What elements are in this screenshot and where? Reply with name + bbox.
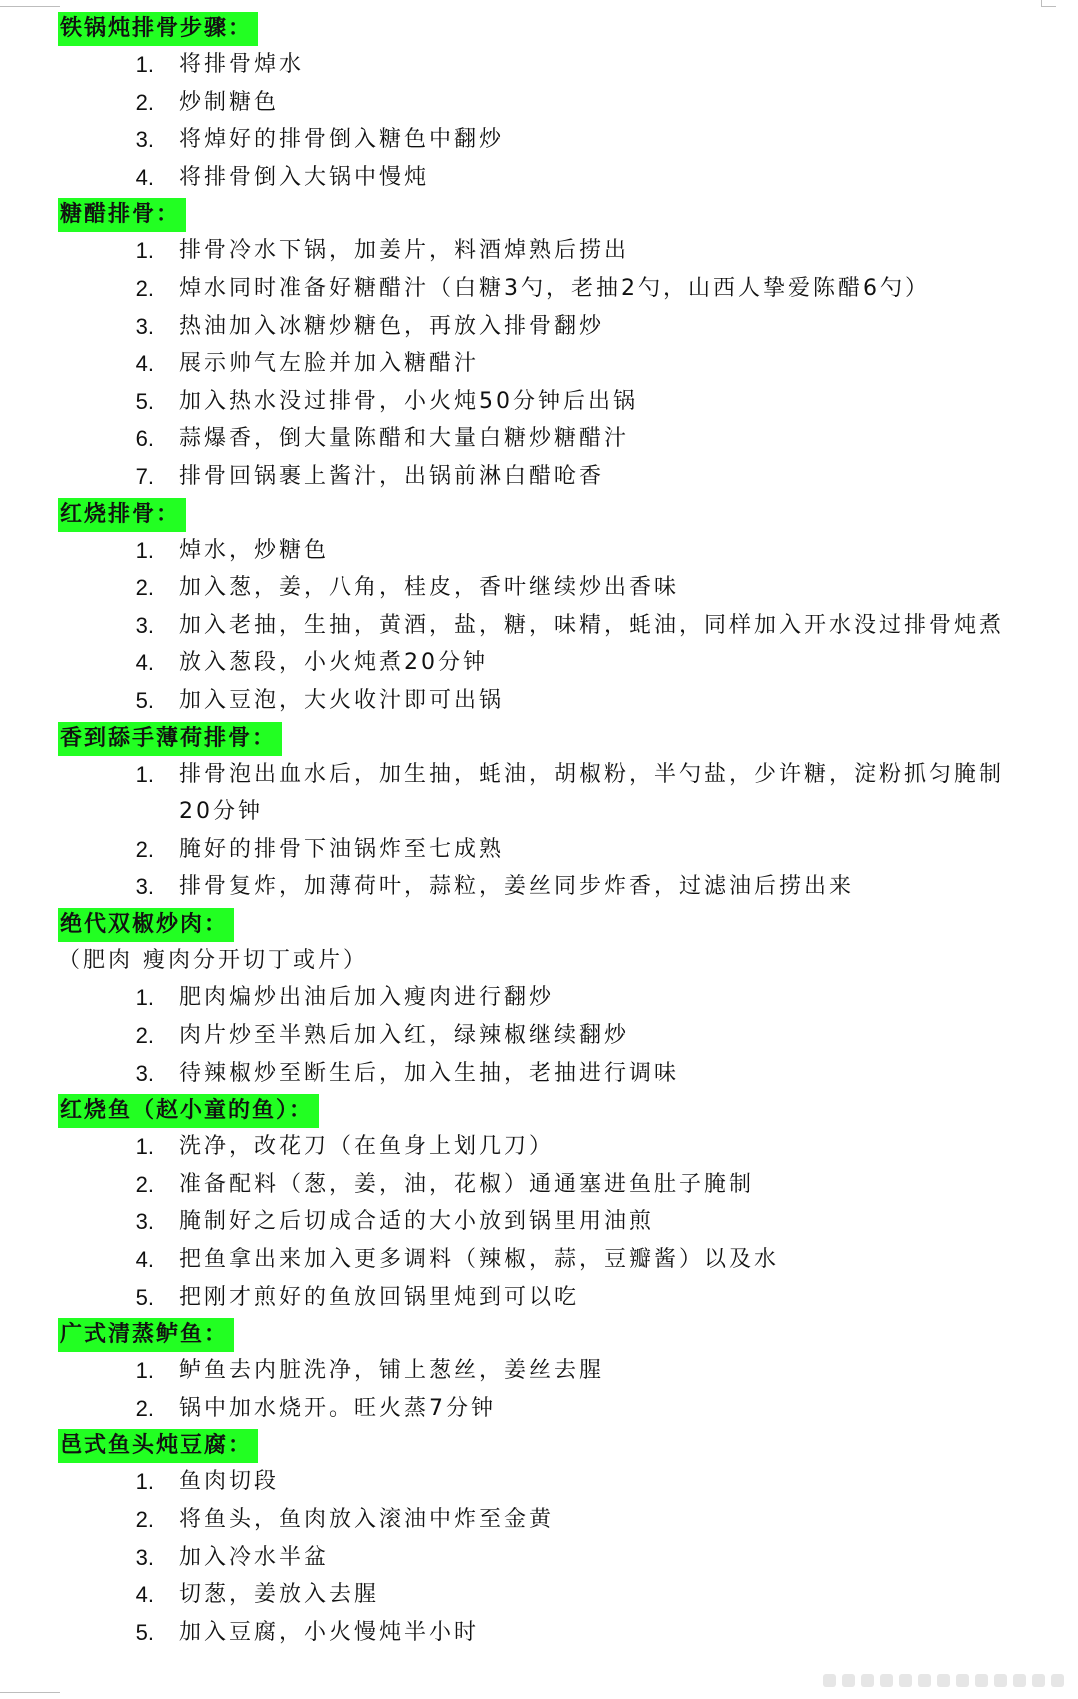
recipe-step — [58, 1128, 1058, 1166]
step-number: 3. — [135, 1209, 154, 1235]
recipe-step — [58, 458, 1058, 496]
recipe-step — [58, 1501, 1058, 1539]
step-text: 加入豆泡，大火收汁即可出锅 — [179, 687, 505, 713]
step-number: 4. — [135, 1582, 154, 1608]
recipe-title: 铁锅炖排骨步骤： — [58, 12, 258, 46]
step-number: 2. — [135, 1395, 154, 1421]
recipe-title: 红烧鱼（赵小童的鱼）： — [58, 1094, 319, 1128]
step-number: 7. — [135, 463, 154, 489]
step-text: 炒制糖色 — [179, 89, 280, 115]
step-number: 1. — [135, 1134, 154, 1160]
recipe-step — [58, 1352, 1058, 1390]
recipe-step — [58, 420, 1058, 458]
step-number: 2. — [135, 1023, 154, 1049]
step-text: 肥肉煸炒出油后加入瘦肉进行翻炒 — [179, 985, 555, 1011]
recipe-step — [58, 46, 1058, 84]
page-corner-mark — [0, 1692, 60, 1699]
step-number: 2. — [135, 89, 154, 115]
step-number: 2. — [135, 1507, 154, 1532]
recipe-step — [58, 979, 1058, 1017]
recipe-step — [58, 644, 1058, 682]
step-number: 1. — [135, 238, 154, 264]
recipe-step — [58, 1203, 1058, 1241]
step-number: 2. — [135, 1171, 154, 1197]
step-number: 5. — [135, 1284, 154, 1310]
recipe-step — [58, 308, 1058, 346]
step-number: 1. — [135, 52, 154, 77]
page-corner-mark — [0, 0, 60, 7]
recipe-step — [58, 1055, 1058, 1093]
step-number: 4. — [135, 650, 154, 676]
step-number: 1. — [135, 761, 154, 787]
step-text: 放入葱段，小火炖煮20分钟 — [179, 650, 488, 676]
step-number: 2. — [135, 836, 154, 862]
watermark-dots — [823, 1674, 1064, 1687]
recipe-step — [58, 1166, 1058, 1204]
recipe-step — [58, 532, 1058, 570]
step-text: 待辣椒炒至断生后，加入生抽，老抽进行调味 — [179, 1060, 680, 1086]
recipe-step — [58, 270, 1058, 308]
step-text: 展示帅气左脸并加入糖醋汁 — [179, 351, 480, 377]
recipe-section — [58, 10, 1058, 196]
recipe-title: 香到舔手薄荷排骨： — [58, 722, 282, 756]
recipe-step — [58, 383, 1058, 421]
recipe-step — [58, 831, 1058, 869]
recipe-step — [58, 756, 1058, 831]
recipe-section — [58, 1427, 1058, 1651]
step-number: 2. — [135, 275, 154, 301]
recipe-step — [58, 232, 1058, 270]
step-number: 4. — [135, 1247, 154, 1273]
step-number: 1. — [135, 1358, 154, 1384]
recipe-step — [58, 607, 1058, 645]
step-number: 3. — [135, 612, 154, 638]
step-number: 1. — [135, 537, 154, 563]
step-number: 1. — [135, 1469, 154, 1495]
step-text: 排骨泡出血水后，加生抽，蚝油，胡椒粉，半勺盐，少许糖，淀粉抓匀腌制20分钟 — [179, 761, 1005, 825]
recipe-section — [58, 720, 1058, 906]
step-text: 鲈鱼去内脏洗净，铺上葱丝，姜丝去腥 — [179, 1358, 605, 1384]
step-text: 腌制好之后切成合适的大小放到锅里用油煎 — [179, 1209, 655, 1235]
step-text: 腌好的排骨下油锅炸至七成熟 — [179, 836, 505, 862]
step-text: 将排骨焯水 — [179, 52, 305, 77]
step-text: 加入老抽，生抽，黄酒，盐，糖，味精，蚝油，同样加入开水没过排骨炖煮 — [179, 612, 1005, 638]
recipe-step — [58, 682, 1058, 720]
step-number: 6. — [135, 426, 154, 452]
step-text: 把鱼拿出来加入更多调料（辣椒，蒜，豆瓣酱）以及水 — [179, 1247, 780, 1273]
recipe-step — [58, 868, 1058, 906]
step-text: 蒜爆香，倒大量陈醋和大量白糖炒糖醋汁 — [179, 426, 630, 452]
recipe-title: 邑式鱼头炖豆腐： — [58, 1429, 258, 1463]
step-number: 3. — [135, 874, 154, 900]
step-text: 将鱼头，鱼肉放入滚油中炸至金黄 — [179, 1507, 555, 1532]
recipe-step — [58, 1279, 1058, 1317]
recipe-section — [58, 1316, 1058, 1427]
step-number: 4. — [135, 164, 154, 190]
step-number: 3. — [135, 1060, 154, 1086]
step-text: 把刚才煎好的鱼放回锅里炖到可以吃 — [179, 1284, 580, 1310]
page-corner-mark — [1041, 0, 1056, 7]
step-number: 2. — [135, 575, 154, 601]
recipe-step — [58, 84, 1058, 122]
recipe-step — [58, 159, 1058, 197]
recipe-section — [58, 1092, 1058, 1316]
step-text: 焯水，炒糖色 — [179, 537, 330, 563]
recipe-step — [58, 569, 1058, 607]
step-text: 将排骨倒入大锅中慢炖 — [179, 164, 430, 190]
recipe-step — [58, 1576, 1058, 1614]
step-number: 5. — [135, 1619, 154, 1645]
step-text: 排骨冷水下锅，加姜片，料酒焯熟后捞出 — [179, 238, 630, 264]
recipe-step — [58, 1017, 1058, 1055]
recipe-section — [58, 196, 1058, 495]
step-text: 切葱，姜放入去腥 — [179, 1582, 380, 1608]
step-number: 3. — [135, 313, 154, 339]
recipe-section — [58, 496, 1058, 720]
step-number: 3. — [135, 1544, 154, 1570]
step-text: 焯水同时准备好糖醋汁（白糖3勺，老抽2勺，山西人挚爱陈醋6勺） — [179, 275, 930, 301]
step-text: 加入冷水半盆 — [179, 1544, 330, 1570]
step-text: 热油加入冰糖炒糖色，再放入排骨翻炒 — [179, 313, 605, 339]
step-number: 1. — [135, 985, 154, 1011]
recipe-title: 广式清蒸鲈鱼： — [58, 1318, 234, 1352]
recipe-step — [58, 1463, 1058, 1501]
step-number: 5. — [135, 687, 154, 713]
step-text: 加入葱，姜，八角，桂皮，香叶继续炒出香味 — [179, 575, 680, 601]
step-number: 4. — [135, 351, 154, 377]
recipe-step — [58, 1539, 1058, 1577]
recipe-section — [58, 906, 1058, 1092]
recipe-note: （肥肉 瘦肉分开切丁或片） — [58, 947, 368, 973]
recipe-step — [58, 1390, 1058, 1428]
recipe-list — [58, 10, 1058, 1651]
recipe-title: 绝代双椒炒肉： — [58, 908, 234, 942]
recipe-step — [58, 1614, 1058, 1652]
step-number: 5. — [135, 388, 154, 414]
recipe-title: 红烧排骨： — [58, 498, 186, 532]
step-text: 洗净，改花刀（在鱼身上划几刀） — [179, 1134, 555, 1160]
step-text: 加入热水没过排骨，小火炖50分钟后出锅 — [179, 388, 638, 414]
step-text: 锅中加水烧开。旺火蒸7分钟 — [179, 1395, 496, 1421]
step-text: 准备配料（葱，姜，油，花椒）通通塞进鱼肚子腌制 — [179, 1171, 755, 1197]
step-text: 加入豆腐，小火慢炖半小时 — [179, 1619, 480, 1645]
step-text: 排骨复炸，加薄荷叶，蒜粒，姜丝同步炸香，过滤油后捞出来 — [179, 874, 855, 900]
step-number: 3. — [135, 127, 154, 153]
step-text: 将焯好的排骨倒入糖色中翻炒 — [179, 127, 505, 153]
recipe-step — [58, 1241, 1058, 1279]
step-text: 肉片炒至半熟后加入红，绿辣椒继续翻炒 — [179, 1023, 630, 1049]
step-text: 鱼肉切段 — [179, 1469, 280, 1495]
recipe-step — [58, 121, 1058, 159]
recipe-title: 糖醋排骨： — [58, 198, 186, 232]
step-text: 排骨回锅裹上酱汁，出锅前淋白醋呛香 — [179, 463, 605, 489]
recipe-step — [58, 345, 1058, 383]
